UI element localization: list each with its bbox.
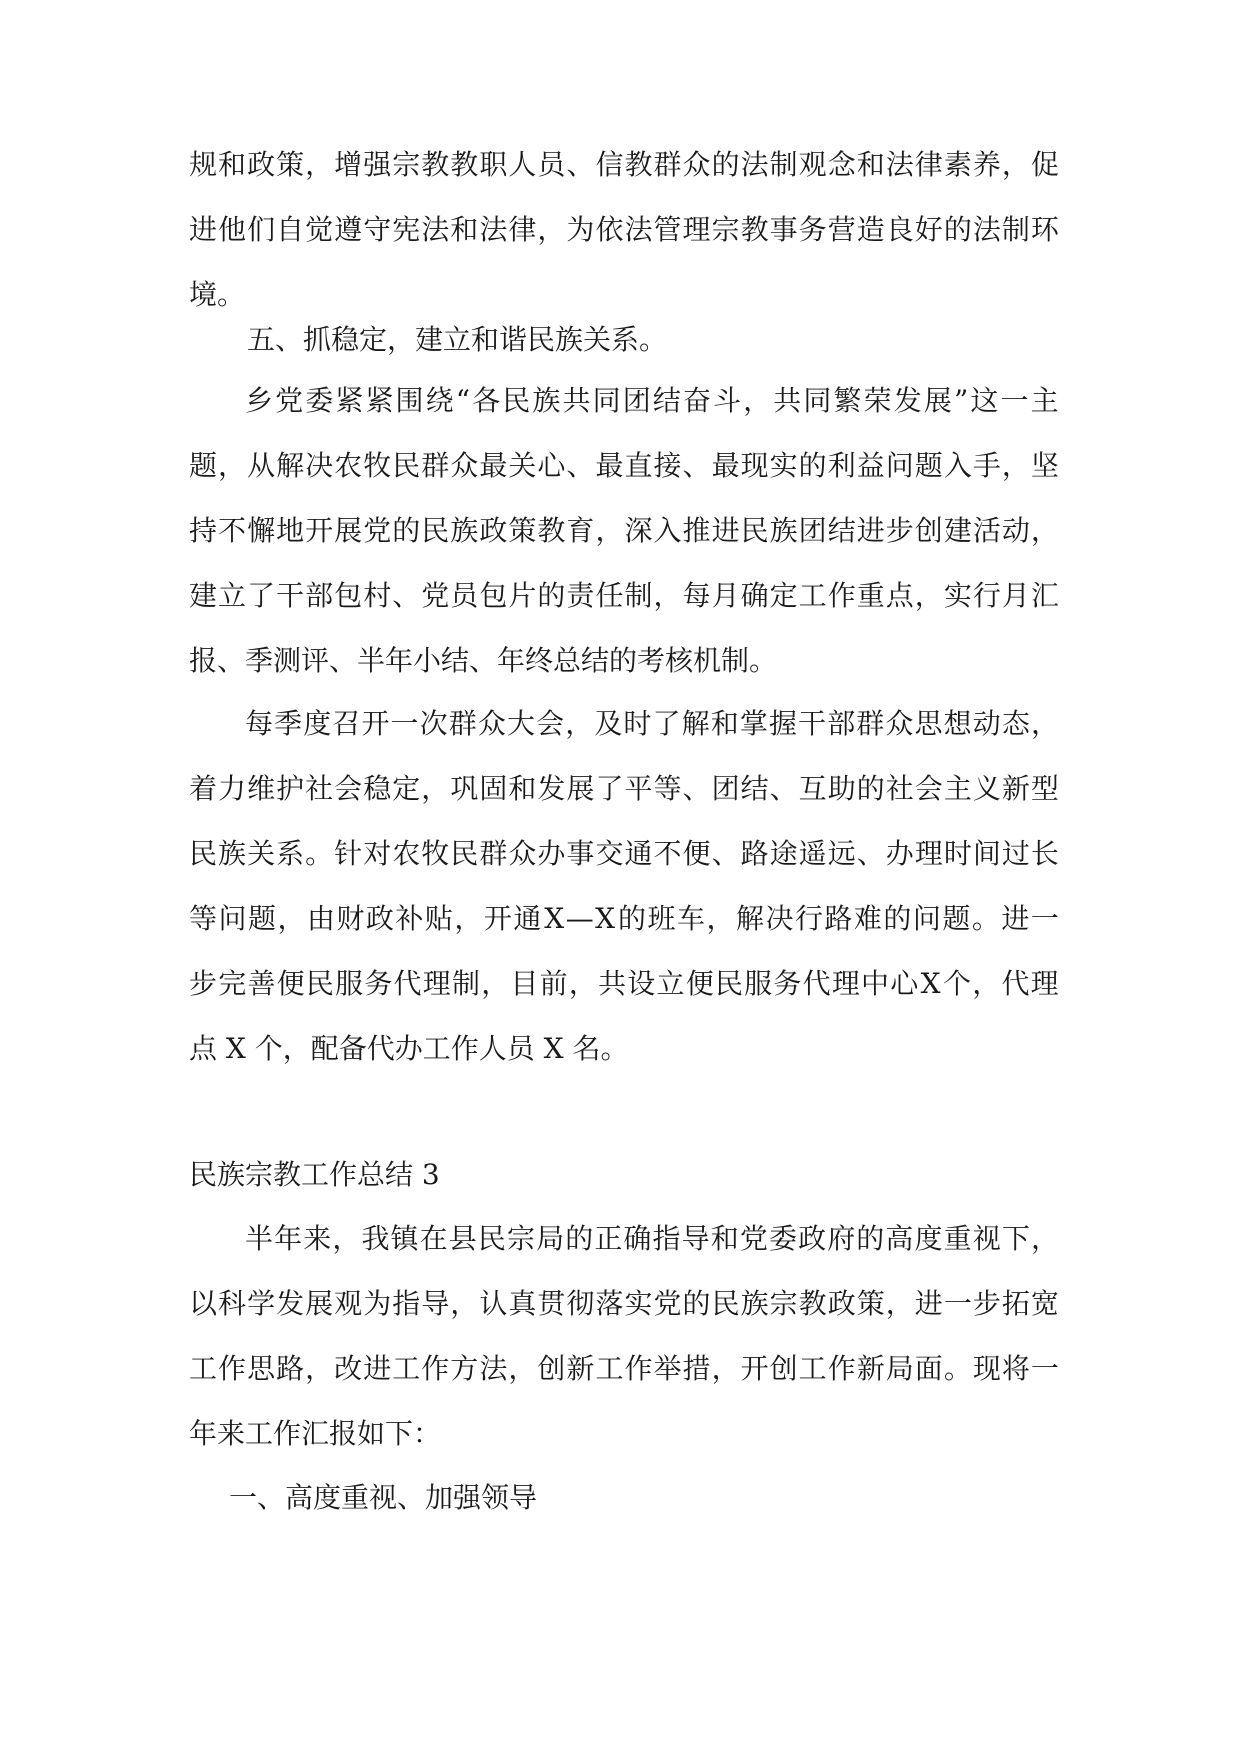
- text-line: 点 X 个，配备代办工作人员 X 名。: [189, 1032, 629, 1065]
- paragraph-continuation: [189, 132, 1059, 327]
- paragraph-2: [189, 368, 1059, 693]
- heading-text: 五、抓稳定，建立和谐民族关系。: [247, 323, 668, 356]
- paragraph-3: [189, 691, 1059, 1081]
- paragraph-4: [189, 1206, 1059, 1466]
- title-text: 民族宗教工作总结 3: [189, 1158, 440, 1191]
- text-line: 建 立 了 干 部 包 村 、 党 员 包 片 的 责 任 制 ， 每 月 确 定 工 作 重 点 ， 实 行 月 汇: [189, 579, 1059, 612]
- text-line: 以 科 学 发 展 观 为 指 导 ， 认 真 贯 彻 落 实 党 的 民 族 宗 教 政 策 ， 进 一 步 拓 宽: [189, 1287, 1059, 1320]
- text-line: 每 季 度 召 开 一 次 群 众 大 会 ， 及 时 了 解 和 掌 握 干 部 群 众 思 想 动 态 ，: [245, 707, 1059, 740]
- heading-text: 一、高度重视、加强领导: [229, 1481, 538, 1514]
- text-line: 境。: [189, 278, 246, 311]
- text-line: 题 ， 从 解 决 农 牧 民 群 众 最 关 心 、 最 直 接 、 最 现 实 的 利 益 问 题 入 手 ， 坚: [189, 449, 1059, 482]
- text-line: 等 问 题 ， 由 财 政 补 贴 ， 开 通 X — X 的 班 车 ， 解 决 行 路 难 的 问 题 。 进 一: [189, 902, 1059, 935]
- text-line: 着 力 维 护 社 会 稳 定 ， 巩 固 和 发 展 了 平 等 、 团 结 、 互 助 的 社 会 主 义 新 型: [189, 772, 1059, 805]
- text-line: 持 不 懈 地 开 展 党 的 民 族 政 策 教 育 ， 深 入 推 进 民 族 团 结 进 步 创 建 活 动 ，: [189, 514, 1059, 547]
- text-line: 民 族 关 系 。 针 对 农 牧 民 群 众 办 事 交 通 不 便 、 路 途 遥 远 、 办 理 时 间 过 长: [189, 837, 1059, 870]
- text-line: 年来工作汇报如下：: [189, 1417, 442, 1450]
- section-heading-1: [189, 1465, 1059, 1530]
- text-line: 半 年 来 ， 我 镇 在 县 民 宗 局 的 正 确 指 导 和 党 委 政 府 的 高 度 重 视 下 ，: [245, 1222, 1059, 1255]
- text-line: 规 和 政 策 ， 增 强 宗 教 教 职 人 员 、 信 教 群 众 的 法 制 观 念 和 法 律 素 养 ， 促: [189, 148, 1059, 181]
- text-line: 报、季测评、半年小结、年终总结的考核机制。: [189, 644, 778, 677]
- document-title: [189, 1142, 1059, 1207]
- text-line: 步 完 善 便 民 服 务 代 理 制 ， 目 前 ， 共 设 立 便 民 服 务 代 理 中 心 X 个 ， 代 理: [189, 967, 1059, 1000]
- text-line: 乡 党 委 紧 紧 围 绕 “ 各 民 族 共 同 团 结 奋 斗 ， 共 同 繁 荣 发 展 ” 这 一 主: [245, 384, 1059, 417]
- text-line: 工 作 思 路 ， 改 进 工 作 方 法 ， 创 新 工 作 举 措 ， 开 创 工 作 新 局 面 。 现 将 一: [189, 1352, 1059, 1385]
- section-heading-5: [189, 307, 1059, 372]
- text-line: 进 他 们 自 觉 遵 守 宪 法 和 法 律 ， 为 依 法 管 理 宗 教 事 务 营 造 良 好 的 法 制 环: [189, 213, 1059, 246]
